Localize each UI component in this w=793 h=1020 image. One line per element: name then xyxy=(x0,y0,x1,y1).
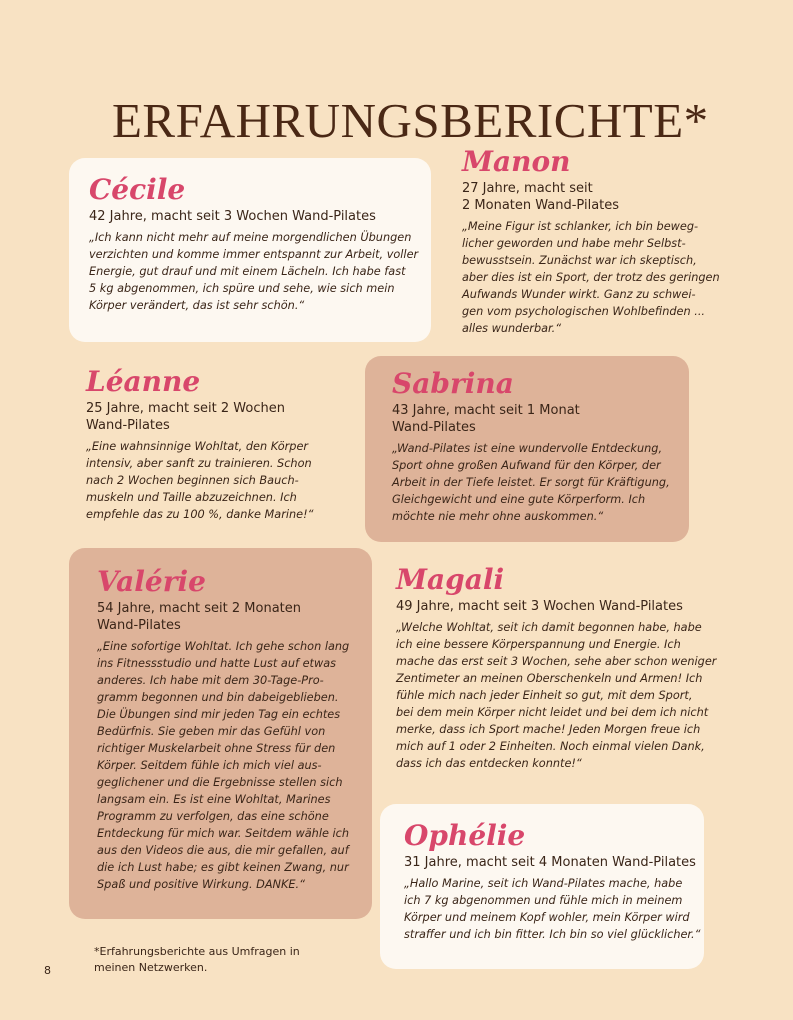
testimonial-name: Cécile xyxy=(89,173,186,206)
testimonial-manon xyxy=(462,146,720,337)
testimonial-name: Valérie xyxy=(97,565,206,598)
testimonial-quote: „Hallo Marine, seit ich Wand-Pilates mache, habe ich 7 kg abgenommen und fühle mich in meinem Körper und meinem Kopf wohler, mein Körper wird straffer und ich bin fitter. Ich bin so viel glücklicher.“ xyxy=(404,877,701,941)
testimonial-quote: „Ich kann nicht mehr auf meine morgendlichen Übungen verzichten und komme immer entspannt zur Arbeit, voller Energie, gut drauf und mit einem Lächeln. Ich habe fast 5 kg abgenommen, ich spüre und sehe, wie sich mein Körper verändert, das ist sehr schön.“ xyxy=(89,231,419,312)
testimonial-quote: „Wand-Pilates ist eine wundervolle Entdeckung, Sport ohne großen Aufwand für den Körper, der Arbeit in der Tiefe leistet. Er sorgt für Kräftigung, Gleichgewicht und eine gute Körperform. Ich möchte nie mehr ohne auskommen.“ xyxy=(392,442,670,523)
page-title: ERFAHRUNGSBERICHTE* xyxy=(112,93,709,148)
testimonial-meta: 27 Jahre, macht seit 2 Monaten Wand-Pilates xyxy=(462,181,620,213)
testimonial-meta: 31 Jahre, macht seit 4 Monaten Wand-Pilates xyxy=(404,855,696,870)
testimonial-name: Ophélie xyxy=(404,819,526,852)
testimonial-cecile xyxy=(89,174,418,314)
testimonial-name: Sabrina xyxy=(392,367,514,400)
testimonial-meta: 42 Jahre, macht seit 3 Wochen Wand-Pilates xyxy=(89,209,376,224)
testimonial-leanne xyxy=(86,366,314,523)
testimonial-sabrina xyxy=(392,368,670,525)
page-number: 8 xyxy=(44,964,51,977)
testimonial-meta: 43 Jahre, macht seit 1 Monat Wand-Pilates xyxy=(392,403,580,435)
testimonial-name: Léanne xyxy=(86,365,201,398)
testimonial-meta: 49 Jahre, macht seit 3 Wochen Wand-Pilates xyxy=(396,599,683,614)
testimonial-magali xyxy=(396,564,716,772)
footnote: *Erfahrungsberichte aus Umfragen in meinen Netzwerken. xyxy=(94,945,300,974)
testimonial-quote: „Eine sofortige Wohltat. Ich gehe schon lang ins Fitnessstudio und hatte Lust auf etwas anderes. Ich habe mit dem 30-Tage-Pro- gramm begonnen und bin dabeigeblieben. Die Übungen sind mir jeden Tag ein echtes Bedürfnis. Sie geben mir das Gefühl von richtiger Muskelarbeit ohne Stress für den Körper. Seitdem fühle ich mich viel aus- geglichener und die Ergebnisse stellen sich langsam ein. Es ist eine Wohltat, Marines Programm zu verfolgen, das eine schöne Entdeckung für mich war. Seitdem wähle ich aus den Videos die aus, die mir gefallen, auf die ich Lust habe; es gibt keinen Zwang, nur Spaß und positive Wirkung. DANKE.“ xyxy=(97,640,350,891)
testimonial-quote: „Eine wahnsinnige Wohltat, den Körper intensiv, aber sanft zu trainieren. Schon nach 2 Wochen beginnen sich Bauch- muskeln und Taille abzuzeichnen. Ich empfehle das zu 100 %, danke Marine!“ xyxy=(86,440,314,521)
testimonial-name: Magali xyxy=(396,563,505,596)
testimonial-meta: 25 Jahre, macht seit 2 Wochen Wand-Pilates xyxy=(86,401,285,433)
testimonial-name: Manon xyxy=(462,145,571,178)
testimonial-ophelie xyxy=(404,820,700,943)
testimonial-quote: „Welche Wohltat, seit ich damit begonnen habe, habe ich eine bessere Körperspannung und Energie. Ich mache das erst seit 3 Wochen, sehe aber schon weniger Zentimeter an meinen Oberschenkeln und Armen! Ich fühle mich nach jeder Einheit so gut, mit dem Sport, bei dem mein Körper nicht leidet und bei dem ich nicht merke, dass ich Sport mache! Jeden Morgen freue ich mich auf 1 oder 2 Einheiten. Noch einmal vielen Dank, dass ich das entdecken konnte!“ xyxy=(396,621,717,770)
testimonial-quote: „Meine Figur ist schlanker, ich bin beweg- licher geworden und habe mehr Selbst- bewusstsein. Zunächst war ich skeptisch, aber dies ist ein Sport, der trotz des geringen Aufwands Wunder wirkt. Ganz zu schwei- gen vom psychologischen Wohlbefinden ... alles wunderbar.“ xyxy=(462,220,720,335)
testimonial-valerie xyxy=(97,566,349,893)
testimonial-meta: 54 Jahre, macht seit 2 Monaten Wand-Pilates xyxy=(97,601,302,633)
